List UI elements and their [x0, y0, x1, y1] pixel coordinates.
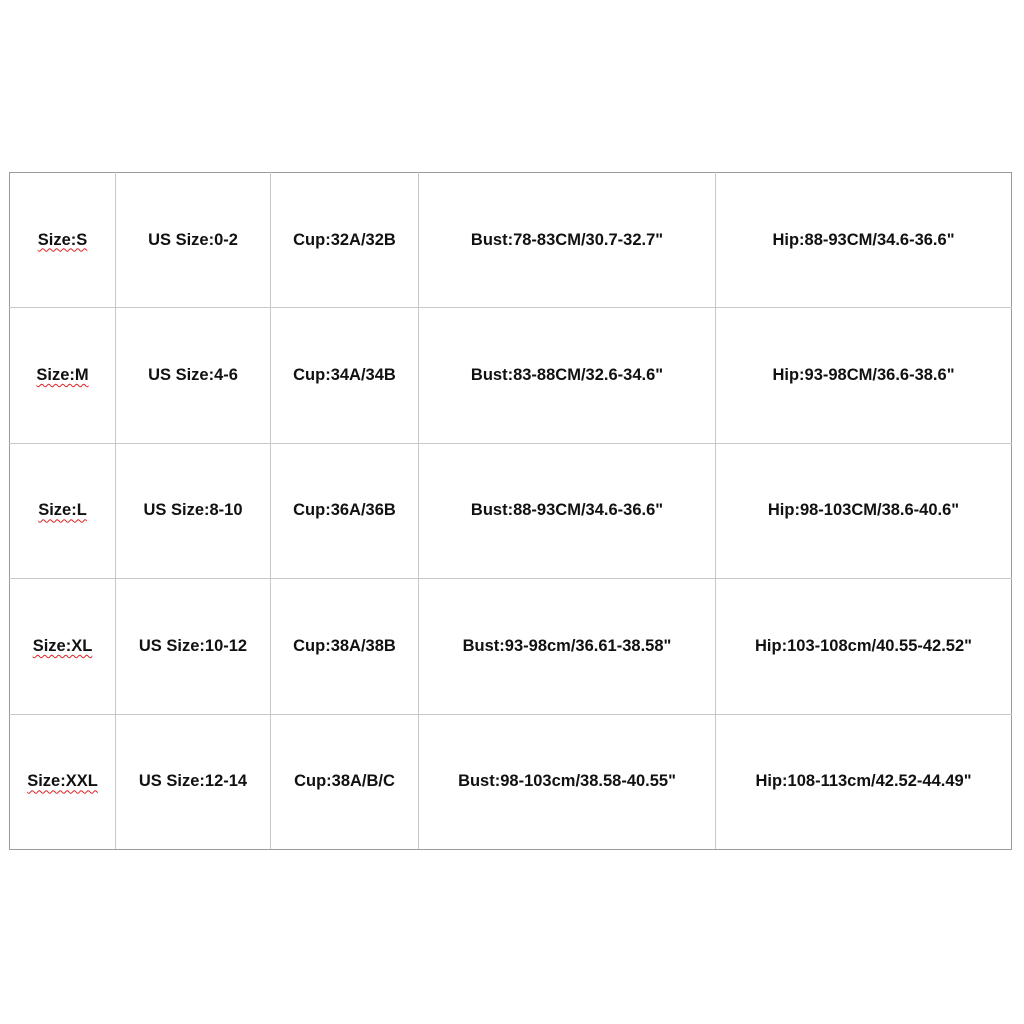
table-row	[10, 579, 1012, 714]
bust-cell: Bust:93-98cm/36.61-38.58"	[419, 579, 716, 714]
size-cell	[10, 579, 116, 714]
us-size-cell: US Size:4-6	[116, 308, 271, 443]
bust-cell: Bust:98-103cm/38.58-40.55"	[419, 714, 716, 849]
size-label: Size:S	[37, 230, 88, 249]
bust-cell: Bust:78-83CM/30.7-32.7"	[419, 173, 716, 308]
size-cell	[10, 714, 116, 849]
size-label: Size:L	[38, 501, 87, 520]
size-cell	[10, 308, 116, 443]
bust-cell: Bust:83-88CM/32.6-34.6"	[419, 308, 716, 443]
hip-cell: Hip:98-103CM/38.6-40.6"	[716, 443, 1012, 578]
us-size-cell: US Size:8-10	[116, 443, 271, 578]
size-cell	[10, 443, 116, 578]
cup-cell: Cup:36A/36B	[271, 443, 419, 578]
hip-cell: Hip:93-98CM/36.6-38.6"	[716, 308, 1012, 443]
size-label: Size:M	[36, 366, 89, 385]
table-row	[10, 308, 1012, 443]
cup-cell: Cup:38A/38B	[271, 579, 419, 714]
hip-cell: Hip:103-108cm/40.55-42.52"	[716, 579, 1012, 714]
hip-cell: Hip:108-113cm/42.52-44.49"	[716, 714, 1012, 849]
size-chart-table	[9, 172, 1012, 850]
size-label: Size:XL	[32, 636, 93, 655]
cup-cell: Cup:32A/32B	[271, 173, 419, 308]
bust-cell: Bust:88-93CM/34.6-36.6"	[419, 443, 716, 578]
us-size-cell: US Size:0-2	[116, 173, 271, 308]
table-row	[10, 173, 1012, 308]
table-row	[10, 714, 1012, 849]
cup-cell: Cup:34A/34B	[271, 308, 419, 443]
us-size-cell: US Size:12-14	[116, 714, 271, 849]
hip-cell: Hip:88-93CM/34.6-36.6"	[716, 173, 1012, 308]
size-cell	[10, 173, 116, 308]
size-label: Size:XXL	[27, 772, 98, 791]
us-size-cell: US Size:10-12	[116, 579, 271, 714]
cup-cell: Cup:38A/B/C	[271, 714, 419, 849]
table-row	[10, 443, 1012, 578]
